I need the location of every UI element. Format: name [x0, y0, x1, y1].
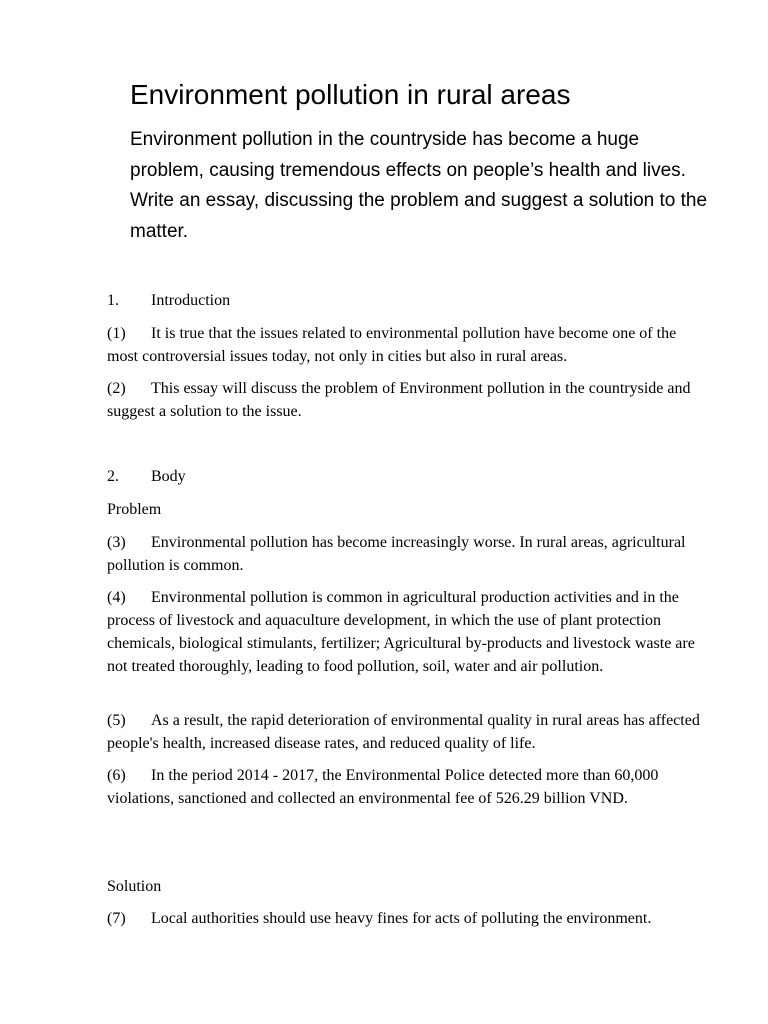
essay-prompt: Environment pollution in the countryside has become a huge problem, causing tremendous effects on people’s health and lives. Write an essay, discussing the problem and suggest a solution to the matter. — [130, 129, 708, 242]
paragraph-number: (6) — [107, 767, 126, 784]
paragraph-number: (5) — [107, 712, 126, 729]
paragraph-text: In the period 2014 - 2017, the Environmental Police detected more than 60,000 violations, sanctioned and collected an environmental fee of 526.29 billion VND. — [107, 767, 659, 807]
paragraph-number: (2) — [107, 380, 126, 397]
paragraph-number: (4) — [107, 589, 126, 606]
paragraph — [107, 586, 700, 678]
document-title: Environment pollution in rural areas — [130, 79, 571, 110]
section-number: 1. — [107, 292, 119, 309]
paragraph — [107, 764, 700, 810]
paragraph — [107, 322, 700, 368]
paragraph-text: This essay will discuss the problem of Environment pollution in the countryside and suggest a solution to the issue. — [107, 380, 691, 420]
section-label: Body — [151, 468, 186, 485]
paragraph — [107, 377, 700, 423]
paragraph-number: (7) — [107, 910, 126, 927]
paragraph — [107, 709, 700, 755]
section-label: Introduction — [151, 292, 231, 309]
subheading-problem: Problem — [107, 501, 162, 518]
paragraph-text: It is true that the issues related to environmental pollution have become one of the most controversial issues today, not only in cities but also in rural areas. — [107, 325, 677, 365]
paragraph — [107, 907, 700, 930]
subheading-solution: Solution — [107, 878, 162, 895]
paragraph-text: As a result, the rapid deterioration of environmental quality in rural areas has affected people's health, increased disease rates, and reduced quality of life. — [107, 712, 700, 752]
paragraph-number: (1) — [107, 325, 126, 342]
section-number: 2. — [107, 468, 119, 485]
paragraph-number: (3) — [107, 534, 126, 551]
paragraph-text: Local authorities should use heavy fines for acts of polluting the environment. — [151, 910, 652, 927]
paragraph-text: Environmental pollution has become increasingly worse. In rural areas, agricultural pollution is common. — [107, 534, 686, 574]
paragraph-text: Environmental pollution is common in agricultural production activities and in the process of livestock and aquaculture development, in which the use of plant protection chemicals, biological stimulants, fertilizer; Agricultural by-products and livestock waste are not treated thoroughly, leading to food pollution, soil, water and air pollution. — [107, 589, 695, 675]
paragraph — [107, 531, 700, 577]
section-heading-body — [107, 465, 186, 488]
section-heading-introduction — [107, 289, 230, 312]
